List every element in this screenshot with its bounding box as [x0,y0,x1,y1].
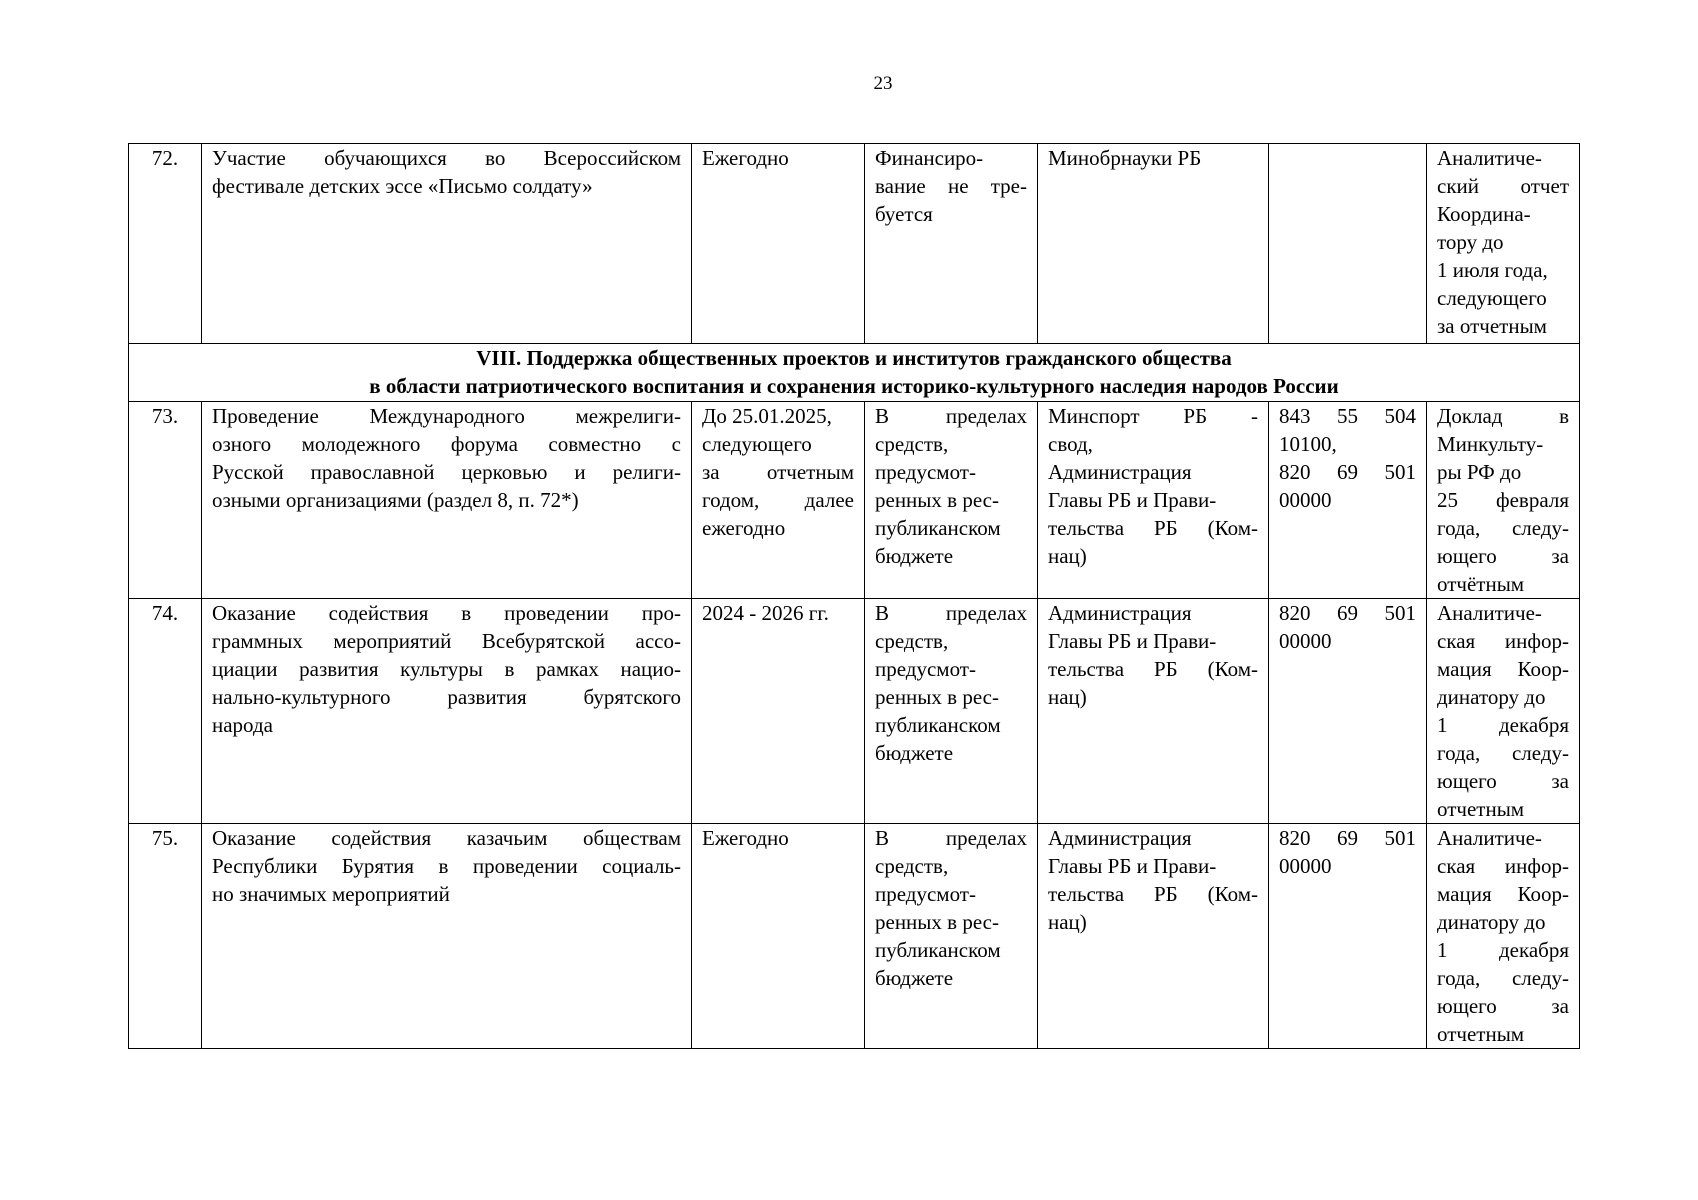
measure-description: Проведение Международного межрелиги- озного молодежного форума совместно с Русской православной церковью и религи- озными организациями (раздел 8, п. 72*) [202,402,692,599]
row-number: 72. [129,144,202,344]
measure-finance: В пределах средств, предусмот- ренных в рес- публиканском бюджете [865,599,1038,824]
measure-period: 2024 - 2026 гг. [692,599,865,824]
budget-code: 843 55 504 10100, 820 69 501 00000 [1269,402,1427,599]
measure-executor: Минспорт РБ - свод, Администрация Главы РБ и Прави- тельства РБ (Ком- нац) [1038,402,1269,599]
section-heading-row [129,344,1580,402]
report-form: Аналитиче- ский отчет Координа- тору до 1 июля года, следующего за отчетным [1427,144,1580,344]
measure-period: До 25.01.2025, следующего за отчетным годом, далее ежегодно [692,402,865,599]
budget-code: 820 69 501 00000 [1269,824,1427,1049]
measure-executor: Администрация Главы РБ и Прави- тельства РБ (Ком- нац) [1038,824,1269,1049]
budget-code [1269,144,1427,344]
measure-description: Участие обучающихся во Всероссийском фестивале детских эссе «Письмо солдату» [202,144,692,344]
report-form: Доклад в Минкульту- ры РФ до 25 февраля года, следу- ющего за отчётным [1427,402,1580,599]
measure-executor: Администрация Главы РБ и Прави- тельства РБ (Ком- нац) [1038,599,1269,824]
page-number: 23 [873,73,893,94]
measure-period: Ежегодно [692,144,865,344]
measure-executor: Минобрнауки РБ [1038,144,1269,344]
measure-period: Ежегодно [692,824,865,1049]
measure-description: Оказание содействия в проведении про- граммных мероприятий Всебурятской ассо- циации развития культуры в рамках нацио- нально-культурного развития бурятского народа [202,599,692,824]
row-number: 73. [129,402,202,599]
measure-description: Оказание содействия казачьим обществам Республики Бурятия в проведении социаль- но значимых мероприятий [202,824,692,1049]
section-heading-line-1: VIII. Поддержка общественных проектов и институтов гражданского общества [476,346,1232,370]
table-row-74 [129,599,1580,824]
report-form: Аналитиче- ская инфор- мация Коор- динатору до 1 декабря года, следу- ющего за отчетным [1427,599,1580,824]
section-heading [129,344,1580,402]
table-row-75 [129,824,1580,1049]
measures-table [128,143,1580,1049]
section-heading-line-2: в области патриотического воспитания и сохранения историко-культурного наследия народов России [369,374,1339,398]
measure-finance: В пределах средств, предусмот- ренных в рес- публиканском бюджете [865,824,1038,1049]
measure-finance: В пределах средств, предусмот- ренных в рес- публиканском бюджете [865,402,1038,599]
report-form: Аналитиче- ская инфор- мация Коор- динатору до 1 декабря года, следу- ющего за отчетным [1427,824,1580,1049]
budget-code: 820 69 501 00000 [1269,599,1427,824]
measure-finance: Финансиро- вание не тре- буется [865,144,1038,344]
table-row-72 [129,144,1580,344]
row-number: 75. [129,824,202,1049]
table-row-73 [129,402,1580,599]
row-number: 74. [129,599,202,824]
